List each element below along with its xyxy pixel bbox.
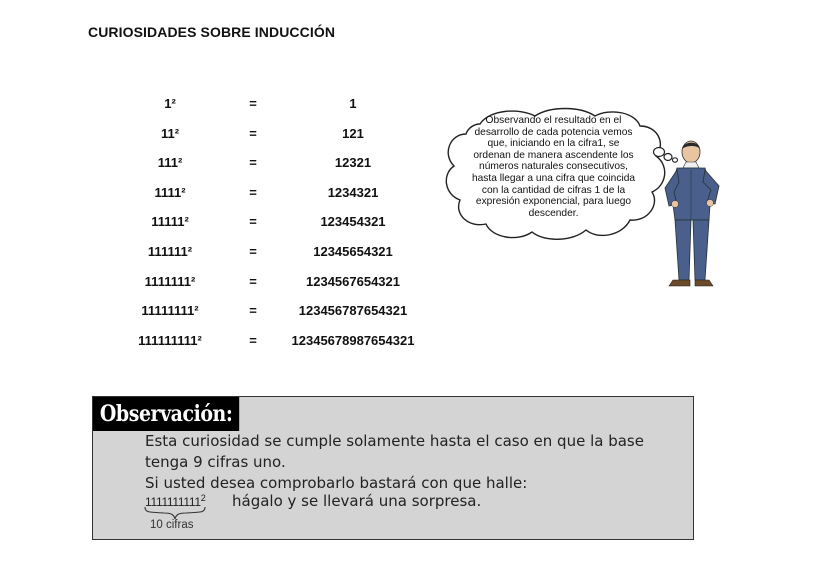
- observation-line-3: Si usted desea comprobarlo bastará con que halle:: [145, 474, 528, 492]
- equation-exponent: ²: [171, 96, 176, 111]
- equals-sign: =: [249, 273, 257, 289]
- equation-base: 11²: [160, 125, 180, 141]
- equation-base: 1111²: [154, 184, 186, 200]
- man-illustration: [655, 140, 735, 292]
- equation-base: 1²: [164, 96, 176, 111]
- equation-exponent: ²: [187, 244, 193, 259]
- equals-sign: =: [249, 303, 257, 319]
- equation-result: 123454321: [320, 214, 386, 230]
- equation-row: [0, 333, 460, 355]
- equation-exponent: ²: [181, 184, 186, 200]
- equals-sign: =: [249, 96, 257, 111]
- equation-row: [0, 303, 460, 325]
- equals-sign: =: [249, 214, 257, 230]
- page-title: CURIOSIDADES SOBRE INDUCCIÓN: [88, 24, 336, 40]
- ones-number: 1111111111$^2$: [145, 493, 206, 509]
- equals-sign: =: [249, 184, 257, 200]
- brace-label: 10 cifras: [150, 519, 194, 531]
- equation-row: [0, 214, 460, 236]
- equals-sign: =: [249, 155, 257, 171]
- equals-sign: =: [249, 125, 257, 141]
- observation-line-1: Esta curiosidad se cumple solamente hasta el caso en que la base: [145, 432, 644, 450]
- equation-base: 11111111²: [141, 303, 199, 319]
- equation-row: [0, 185, 460, 207]
- equation-result: 1: [349, 96, 357, 111]
- equation-base: 11111²: [151, 214, 189, 230]
- equals-sign: =: [249, 244, 257, 259]
- equation-result: 12345654321: [313, 244, 393, 259]
- equation-base: 111²: [157, 155, 183, 171]
- observation-hint: hágalo y se llevará una sorpresa.: [232, 492, 482, 510]
- equation-row: [0, 96, 460, 118]
- equation-result: 123456787654321: [298, 303, 408, 319]
- bubble-text: Observando el resultado en el desarrollo de cada potencia vemos que, iniciando en la cifra1, se ordenan de manera ascendente los números naturales consecutivos, hasta llegar a una cifra que coincida con la cantidad de cifras 1 de la expresión exponencial, para luego descender.: [471, 115, 636, 219]
- brace: [144, 506, 206, 520]
- equation-result: 12321: [334, 155, 372, 171]
- observation-line-2: tenga 9 cifras uno.: [145, 453, 286, 471]
- ones-exponent: 2: [200, 493, 206, 503]
- equation-base: 111111²: [147, 244, 193, 259]
- equation-row: [0, 244, 460, 266]
- equation-result: 121: [342, 125, 364, 141]
- equation-exponent: ²: [177, 155, 183, 171]
- equation-exponent: ²: [194, 303, 199, 319]
- equation-result: 12345678987654321: [291, 332, 415, 348]
- equation-result: 1234321: [327, 184, 379, 200]
- equation-base: 111111111²: [138, 332, 202, 348]
- equation-exponent: ²: [190, 273, 196, 289]
- equation-exponent: ²: [174, 125, 180, 141]
- equation-result: 1234567654321: [306, 273, 400, 289]
- equation-row: [0, 155, 460, 177]
- equation-row: [0, 274, 460, 296]
- equation-row: [0, 126, 460, 148]
- equation-base: 1111111²: [144, 273, 196, 289]
- equation-exponent: ²: [184, 214, 189, 230]
- observation-heading: Observación:: [93, 397, 239, 431]
- equation-exponent: ²: [197, 332, 202, 348]
- equals-sign: =: [249, 332, 257, 348]
